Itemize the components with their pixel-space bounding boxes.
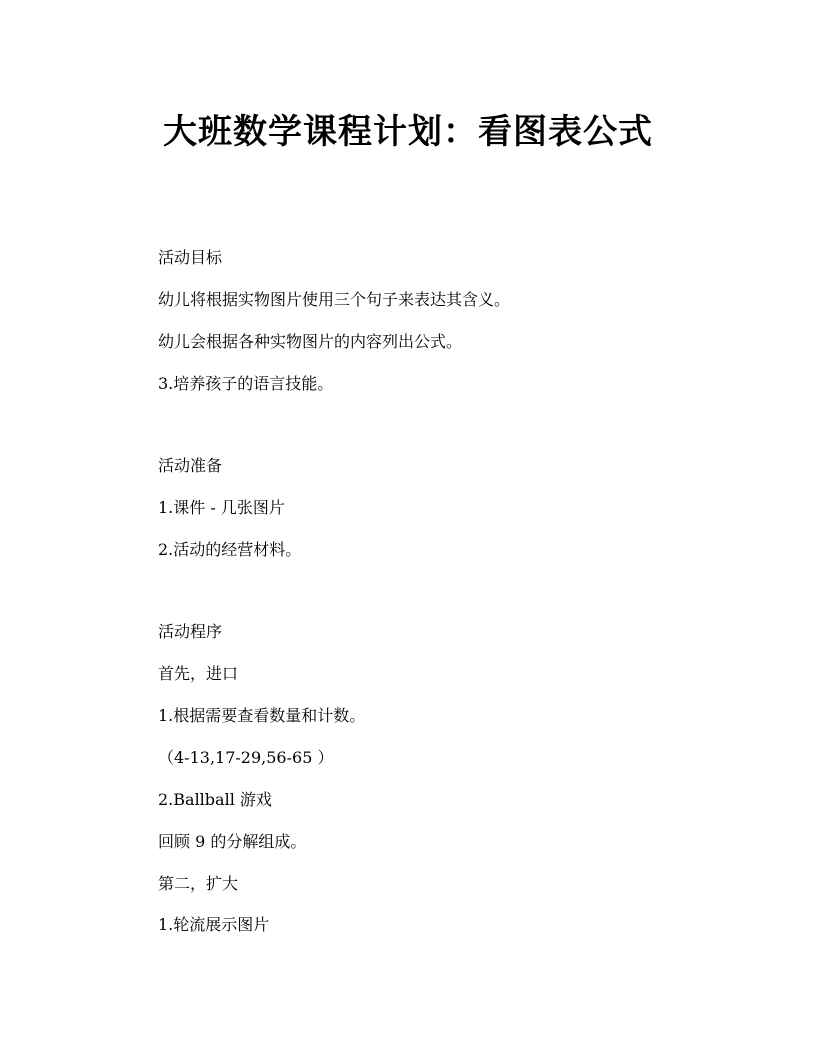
procedure-line-3: （4-13,17-29,56-65 ） <box>158 748 334 767</box>
procedure-line-4: 2.Ballball 游戏 <box>158 790 272 809</box>
objective-line-1: 幼儿将根据实物图片使用三个句子来表达其含义。 <box>158 290 511 309</box>
procedure-line-2: 1.根据需要查看数量和计数。 <box>158 706 366 725</box>
section-heading-procedure: 活动程序 <box>158 622 223 641</box>
objective-line-3: 3.培养孩子的语言技能。 <box>158 374 334 393</box>
procedure-line-6: 第二，扩大 <box>158 874 239 893</box>
procedure-line-7: 1.轮流展示图片 <box>158 915 270 934</box>
procedure-line-5: 回顾 9 的分解组成。 <box>158 832 307 851</box>
section-heading-objectives: 活动目标 <box>158 248 223 267</box>
section-heading-preparation: 活动准备 <box>158 456 223 475</box>
procedure-line-1: 首先，进口 <box>158 664 239 683</box>
preparation-line-2: 2.活动的经营材料。 <box>158 540 302 559</box>
document-title: 大班数学课程计划：看图表公式 <box>163 112 653 152</box>
preparation-line-1: 1.课件 - 几张图片 <box>158 498 285 517</box>
objective-line-2: 幼儿会根据各种实物图片的内容列出公式。 <box>158 332 463 351</box>
